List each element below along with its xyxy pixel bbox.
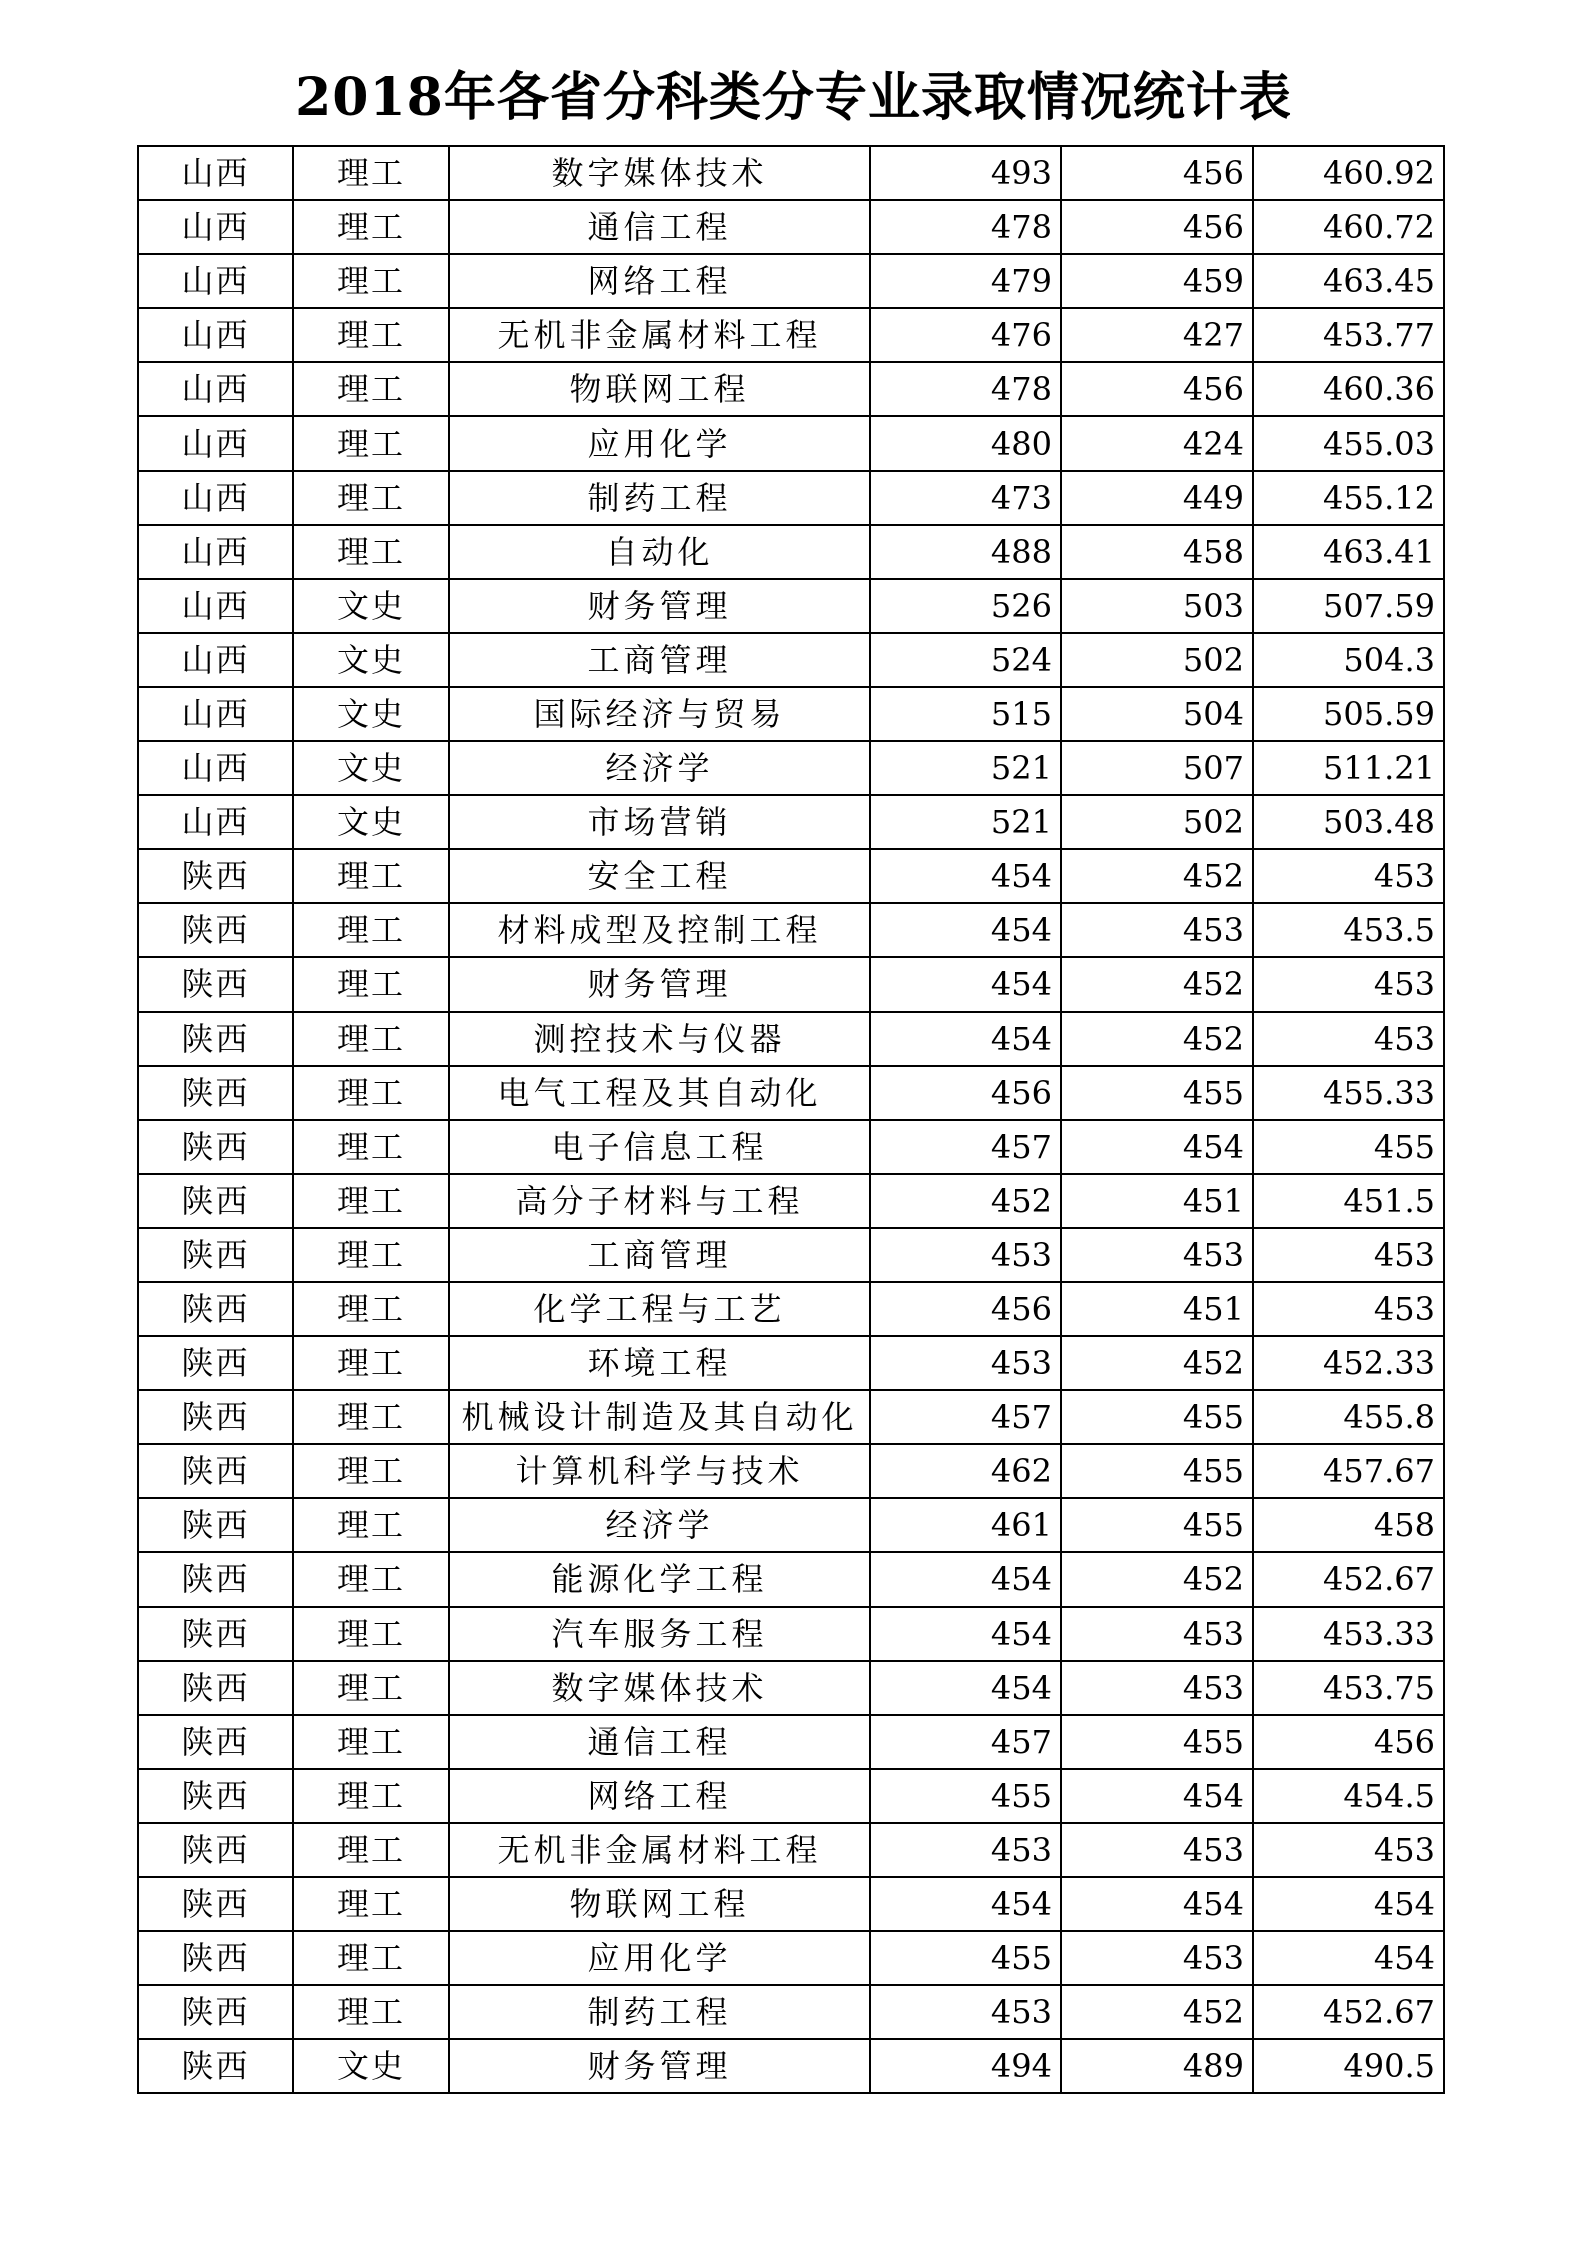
- table-row: [138, 1985, 1444, 2039]
- major-cell: 电子信息工程: [449, 1120, 870, 1174]
- province-cell: 陕西: [138, 1066, 293, 1120]
- table-row: [138, 308, 1444, 362]
- province-cell: 陕西: [138, 1607, 293, 1661]
- max-score-cell: 454: [870, 849, 1061, 903]
- category-cell: 理工: [293, 1012, 449, 1066]
- avg-score-cell: 455.03: [1253, 416, 1444, 470]
- max-score-cell: 526: [870, 579, 1061, 633]
- min-score-cell: 459: [1061, 254, 1253, 308]
- table-row: [138, 146, 1444, 200]
- category-cell: 理工: [293, 1336, 449, 1390]
- table-row: [138, 1715, 1444, 1769]
- table-row: [138, 849, 1444, 903]
- major-cell: 应用化学: [449, 416, 870, 470]
- category-cell: 理工: [293, 1120, 449, 1174]
- category-cell: 理工: [293, 1066, 449, 1120]
- page-title: 2018年各省分科类分专业录取情况统计表: [295, 67, 1292, 128]
- category-cell: 理工: [293, 849, 449, 903]
- max-score-cell: 494: [870, 2039, 1061, 2093]
- category-cell: 理工: [293, 1607, 449, 1661]
- max-score-cell: 457: [870, 1390, 1061, 1444]
- category-cell: 文史: [293, 579, 449, 633]
- min-score-cell: 454: [1061, 1877, 1253, 1931]
- avg-score-cell: 463.45: [1253, 254, 1444, 308]
- min-score-cell: 489: [1061, 2039, 1253, 2093]
- table-row: [138, 1931, 1444, 1985]
- category-cell: 理工: [293, 308, 449, 362]
- table-row: [138, 1282, 1444, 1336]
- min-score-cell: 452: [1061, 1012, 1253, 1066]
- table-row: [138, 1444, 1444, 1498]
- max-score-cell: 453: [870, 1985, 1061, 2039]
- major-cell: 无机非金属材料工程: [449, 308, 870, 362]
- province-cell: 山西: [138, 525, 293, 579]
- category-cell: 理工: [293, 1985, 449, 2039]
- min-score-cell: 458: [1061, 525, 1253, 579]
- table-row: [138, 254, 1444, 308]
- min-score-cell: 504: [1061, 687, 1253, 741]
- max-score-cell: 461: [870, 1498, 1061, 1552]
- avg-score-cell: 453.77: [1253, 308, 1444, 362]
- avg-score-cell: 454.5: [1253, 1769, 1444, 1823]
- min-score-cell: 453: [1061, 1823, 1253, 1877]
- province-cell: 陕西: [138, 1336, 293, 1390]
- province-cell: 山西: [138, 416, 293, 470]
- category-cell: 理工: [293, 1769, 449, 1823]
- avg-score-cell: 453: [1253, 1012, 1444, 1066]
- category-cell: 理工: [293, 200, 449, 254]
- min-score-cell: 452: [1061, 1336, 1253, 1390]
- max-score-cell: 480: [870, 416, 1061, 470]
- major-cell: 财务管理: [449, 957, 870, 1011]
- min-score-cell: 455: [1061, 1498, 1253, 1552]
- category-cell: 理工: [293, 1390, 449, 1444]
- category-cell: 理工: [293, 1931, 449, 1985]
- major-cell: 物联网工程: [449, 1877, 870, 1931]
- avg-score-cell: 490.5: [1253, 2039, 1444, 2093]
- avg-score-cell: 453.33: [1253, 1607, 1444, 1661]
- province-cell: 陕西: [138, 1012, 293, 1066]
- province-cell: 山西: [138, 362, 293, 416]
- avg-score-cell: 456: [1253, 1715, 1444, 1769]
- min-score-cell: 454: [1061, 1120, 1253, 1174]
- max-score-cell: 521: [870, 795, 1061, 849]
- max-score-cell: 455: [870, 1931, 1061, 1985]
- avg-score-cell: 453: [1253, 1282, 1444, 1336]
- table-row: [138, 1228, 1444, 1282]
- min-score-cell: 502: [1061, 795, 1253, 849]
- category-cell: 文史: [293, 687, 449, 741]
- min-score-cell: 456: [1061, 146, 1253, 200]
- province-cell: 山西: [138, 741, 293, 795]
- major-cell: 计算机科学与技术: [449, 1444, 870, 1498]
- province-cell: 陕西: [138, 903, 293, 957]
- min-score-cell: 452: [1061, 1552, 1253, 1606]
- category-cell: 理工: [293, 471, 449, 525]
- province-cell: 陕西: [138, 1931, 293, 1985]
- max-score-cell: 454: [870, 957, 1061, 1011]
- avg-score-cell: 451.5: [1253, 1174, 1444, 1228]
- table-row: [138, 1823, 1444, 1877]
- province-cell: 山西: [138, 254, 293, 308]
- avg-score-cell: 457.67: [1253, 1444, 1444, 1498]
- min-score-cell: 456: [1061, 362, 1253, 416]
- province-cell: 陕西: [138, 1444, 293, 1498]
- major-cell: 自动化: [449, 525, 870, 579]
- major-cell: 材料成型及控制工程: [449, 903, 870, 957]
- min-score-cell: 456: [1061, 200, 1253, 254]
- province-cell: 山西: [138, 633, 293, 687]
- min-score-cell: 455: [1061, 1444, 1253, 1498]
- min-score-cell: 427: [1061, 308, 1253, 362]
- major-cell: 安全工程: [449, 849, 870, 903]
- avg-score-cell: 455: [1253, 1120, 1444, 1174]
- max-score-cell: 493: [870, 146, 1061, 200]
- major-cell: 财务管理: [449, 579, 870, 633]
- min-score-cell: 452: [1061, 849, 1253, 903]
- table-row: [138, 1769, 1444, 1823]
- max-score-cell: 453: [870, 1228, 1061, 1282]
- major-cell: 应用化学: [449, 1931, 870, 1985]
- province-cell: 陕西: [138, 849, 293, 903]
- avg-score-cell: 453.5: [1253, 903, 1444, 957]
- major-cell: 网络工程: [449, 254, 870, 308]
- max-score-cell: 453: [870, 1823, 1061, 1877]
- min-score-cell: 453: [1061, 903, 1253, 957]
- province-cell: 陕西: [138, 1390, 293, 1444]
- table-row: [138, 1012, 1444, 1066]
- max-score-cell: 456: [870, 1282, 1061, 1336]
- major-cell: 无机非金属材料工程: [449, 1823, 870, 1877]
- category-cell: 理工: [293, 416, 449, 470]
- major-cell: 通信工程: [449, 200, 870, 254]
- avg-score-cell: 463.41: [1253, 525, 1444, 579]
- avg-score-cell: 505.59: [1253, 687, 1444, 741]
- major-cell: 经济学: [449, 1498, 870, 1552]
- avg-score-cell: 453.75: [1253, 1661, 1444, 1715]
- max-score-cell: 473: [870, 471, 1061, 525]
- category-cell: 文史: [293, 795, 449, 849]
- avg-score-cell: 453: [1253, 849, 1444, 903]
- table-row: [138, 687, 1444, 741]
- min-score-cell: 502: [1061, 633, 1253, 687]
- category-cell: 理工: [293, 525, 449, 579]
- table-row: [138, 1066, 1444, 1120]
- province-cell: 陕西: [138, 1715, 293, 1769]
- category-cell: 理工: [293, 957, 449, 1011]
- major-cell: 能源化学工程: [449, 1552, 870, 1606]
- avg-score-cell: 454: [1253, 1931, 1444, 1985]
- avg-score-cell: 453: [1253, 1823, 1444, 1877]
- category-cell: 理工: [293, 1715, 449, 1769]
- max-score-cell: 479: [870, 254, 1061, 308]
- category-cell: 理工: [293, 362, 449, 416]
- table-row: [138, 741, 1444, 795]
- avg-score-cell: 504.3: [1253, 633, 1444, 687]
- major-cell: 网络工程: [449, 1769, 870, 1823]
- avg-score-cell: 460.92: [1253, 146, 1444, 200]
- max-score-cell: 478: [870, 200, 1061, 254]
- max-score-cell: 454: [870, 1012, 1061, 1066]
- major-cell: 化学工程与工艺: [449, 1282, 870, 1336]
- table-row: [138, 1336, 1444, 1390]
- table-row: [138, 903, 1444, 957]
- province-cell: 陕西: [138, 2039, 293, 2093]
- category-cell: 理工: [293, 1661, 449, 1715]
- table-row: [138, 2039, 1444, 2093]
- major-cell: 环境工程: [449, 1336, 870, 1390]
- province-cell: 山西: [138, 308, 293, 362]
- category-cell: 理工: [293, 254, 449, 308]
- province-cell: 陕西: [138, 1769, 293, 1823]
- province-cell: 陕西: [138, 1552, 293, 1606]
- max-score-cell: 476: [870, 308, 1061, 362]
- max-score-cell: 454: [870, 1877, 1061, 1931]
- max-score-cell: 524: [870, 633, 1061, 687]
- min-score-cell: 453: [1061, 1661, 1253, 1715]
- province-cell: 陕西: [138, 1661, 293, 1715]
- province-cell: 山西: [138, 579, 293, 633]
- avg-score-cell: 503.48: [1253, 795, 1444, 849]
- avg-score-cell: 452.33: [1253, 1336, 1444, 1390]
- province-cell: 陕西: [138, 1174, 293, 1228]
- province-cell: 山西: [138, 471, 293, 525]
- min-score-cell: 453: [1061, 1607, 1253, 1661]
- major-cell: 汽车服务工程: [449, 1607, 870, 1661]
- min-score-cell: 455: [1061, 1715, 1253, 1769]
- max-score-cell: 521: [870, 741, 1061, 795]
- category-cell: 文史: [293, 633, 449, 687]
- category-cell: 文史: [293, 2039, 449, 2093]
- province-cell: 陕西: [138, 1877, 293, 1931]
- province-cell: 陕西: [138, 1823, 293, 1877]
- category-cell: 理工: [293, 1444, 449, 1498]
- avg-score-cell: 460.72: [1253, 200, 1444, 254]
- max-score-cell: 457: [870, 1120, 1061, 1174]
- table-row: [138, 579, 1444, 633]
- table-row: [138, 1174, 1444, 1228]
- table-row: [138, 1552, 1444, 1606]
- table-row: [138, 525, 1444, 579]
- max-score-cell: 457: [870, 1715, 1061, 1769]
- avg-score-cell: 507.59: [1253, 579, 1444, 633]
- province-cell: 陕西: [138, 957, 293, 1011]
- province-cell: 陕西: [138, 1985, 293, 2039]
- min-score-cell: 455: [1061, 1066, 1253, 1120]
- table-row: [138, 633, 1444, 687]
- admission-scores-table: [137, 145, 1445, 2094]
- category-cell: 理工: [293, 146, 449, 200]
- min-score-cell: 452: [1061, 957, 1253, 1011]
- table-row: [138, 1607, 1444, 1661]
- min-score-cell: 453: [1061, 1931, 1253, 1985]
- avg-score-cell: 455.33: [1253, 1066, 1444, 1120]
- max-score-cell: 453: [870, 1336, 1061, 1390]
- max-score-cell: 454: [870, 1661, 1061, 1715]
- category-cell: 文史: [293, 741, 449, 795]
- province-cell: 陕西: [138, 1498, 293, 1552]
- category-cell: 理工: [293, 1174, 449, 1228]
- avg-score-cell: 511.21: [1253, 741, 1444, 795]
- min-score-cell: 503: [1061, 579, 1253, 633]
- max-score-cell: 456: [870, 1066, 1061, 1120]
- table-row: [138, 1390, 1444, 1444]
- table-row: [138, 471, 1444, 525]
- table-row: [138, 1661, 1444, 1715]
- major-cell: 工商管理: [449, 633, 870, 687]
- major-cell: 物联网工程: [449, 362, 870, 416]
- max-score-cell: 454: [870, 1552, 1061, 1606]
- major-cell: 测控技术与仪器: [449, 1012, 870, 1066]
- min-score-cell: 449: [1061, 471, 1253, 525]
- max-score-cell: 515: [870, 687, 1061, 741]
- max-score-cell: 488: [870, 525, 1061, 579]
- major-cell: 通信工程: [449, 1715, 870, 1769]
- min-score-cell: 424: [1061, 416, 1253, 470]
- major-cell: 高分子材料与工程: [449, 1174, 870, 1228]
- province-cell: 陕西: [138, 1282, 293, 1336]
- province-cell: 山西: [138, 687, 293, 741]
- category-cell: 理工: [293, 1823, 449, 1877]
- province-cell: 山西: [138, 795, 293, 849]
- min-score-cell: 455: [1061, 1390, 1253, 1444]
- major-cell: 国际经济与贸易: [449, 687, 870, 741]
- avg-score-cell: 453: [1253, 957, 1444, 1011]
- avg-score-cell: 453: [1253, 1228, 1444, 1282]
- major-cell: 制药工程: [449, 471, 870, 525]
- min-score-cell: 454: [1061, 1769, 1253, 1823]
- min-score-cell: 451: [1061, 1174, 1253, 1228]
- table-row: [138, 416, 1444, 470]
- category-cell: 理工: [293, 1552, 449, 1606]
- category-cell: 理工: [293, 1282, 449, 1336]
- major-cell: 市场营销: [449, 795, 870, 849]
- major-cell: 数字媒体技术: [449, 146, 870, 200]
- max-score-cell: 455: [870, 1769, 1061, 1823]
- province-cell: 陕西: [138, 1120, 293, 1174]
- province-cell: 陕西: [138, 1228, 293, 1282]
- table-row: [138, 200, 1444, 254]
- category-cell: 理工: [293, 1498, 449, 1552]
- max-score-cell: 454: [870, 903, 1061, 957]
- min-score-cell: 507: [1061, 741, 1253, 795]
- max-score-cell: 454: [870, 1607, 1061, 1661]
- major-cell: 数字媒体技术: [449, 1661, 870, 1715]
- table-row: [138, 957, 1444, 1011]
- major-cell: 电气工程及其自动化: [449, 1066, 870, 1120]
- province-cell: 山西: [138, 146, 293, 200]
- major-cell: 机械设计制造及其自动化: [449, 1390, 870, 1444]
- min-score-cell: 453: [1061, 1228, 1253, 1282]
- table-row: [138, 1877, 1444, 1931]
- avg-score-cell: 452.67: [1253, 1985, 1444, 2039]
- major-cell: 财务管理: [449, 2039, 870, 2093]
- avg-score-cell: 460.36: [1253, 362, 1444, 416]
- table-row: [138, 1498, 1444, 1552]
- province-cell: 山西: [138, 200, 293, 254]
- table-row: [138, 1120, 1444, 1174]
- max-score-cell: 478: [870, 362, 1061, 416]
- avg-score-cell: 454: [1253, 1877, 1444, 1931]
- avg-score-cell: 452.67: [1253, 1552, 1444, 1606]
- avg-score-cell: 455.12: [1253, 471, 1444, 525]
- category-cell: 理工: [293, 903, 449, 957]
- table-body: [138, 146, 1444, 2093]
- max-score-cell: 452: [870, 1174, 1061, 1228]
- min-score-cell: 451: [1061, 1282, 1253, 1336]
- min-score-cell: 452: [1061, 1985, 1253, 2039]
- category-cell: 理工: [293, 1877, 449, 1931]
- category-cell: 理工: [293, 1228, 449, 1282]
- major-cell: 制药工程: [449, 1985, 870, 2039]
- max-score-cell: 462: [870, 1444, 1061, 1498]
- table-row: [138, 362, 1444, 416]
- avg-score-cell: 455.8: [1253, 1390, 1444, 1444]
- major-cell: 工商管理: [449, 1228, 870, 1282]
- table-row: [138, 795, 1444, 849]
- major-cell: 经济学: [449, 741, 870, 795]
- avg-score-cell: 458: [1253, 1498, 1444, 1552]
